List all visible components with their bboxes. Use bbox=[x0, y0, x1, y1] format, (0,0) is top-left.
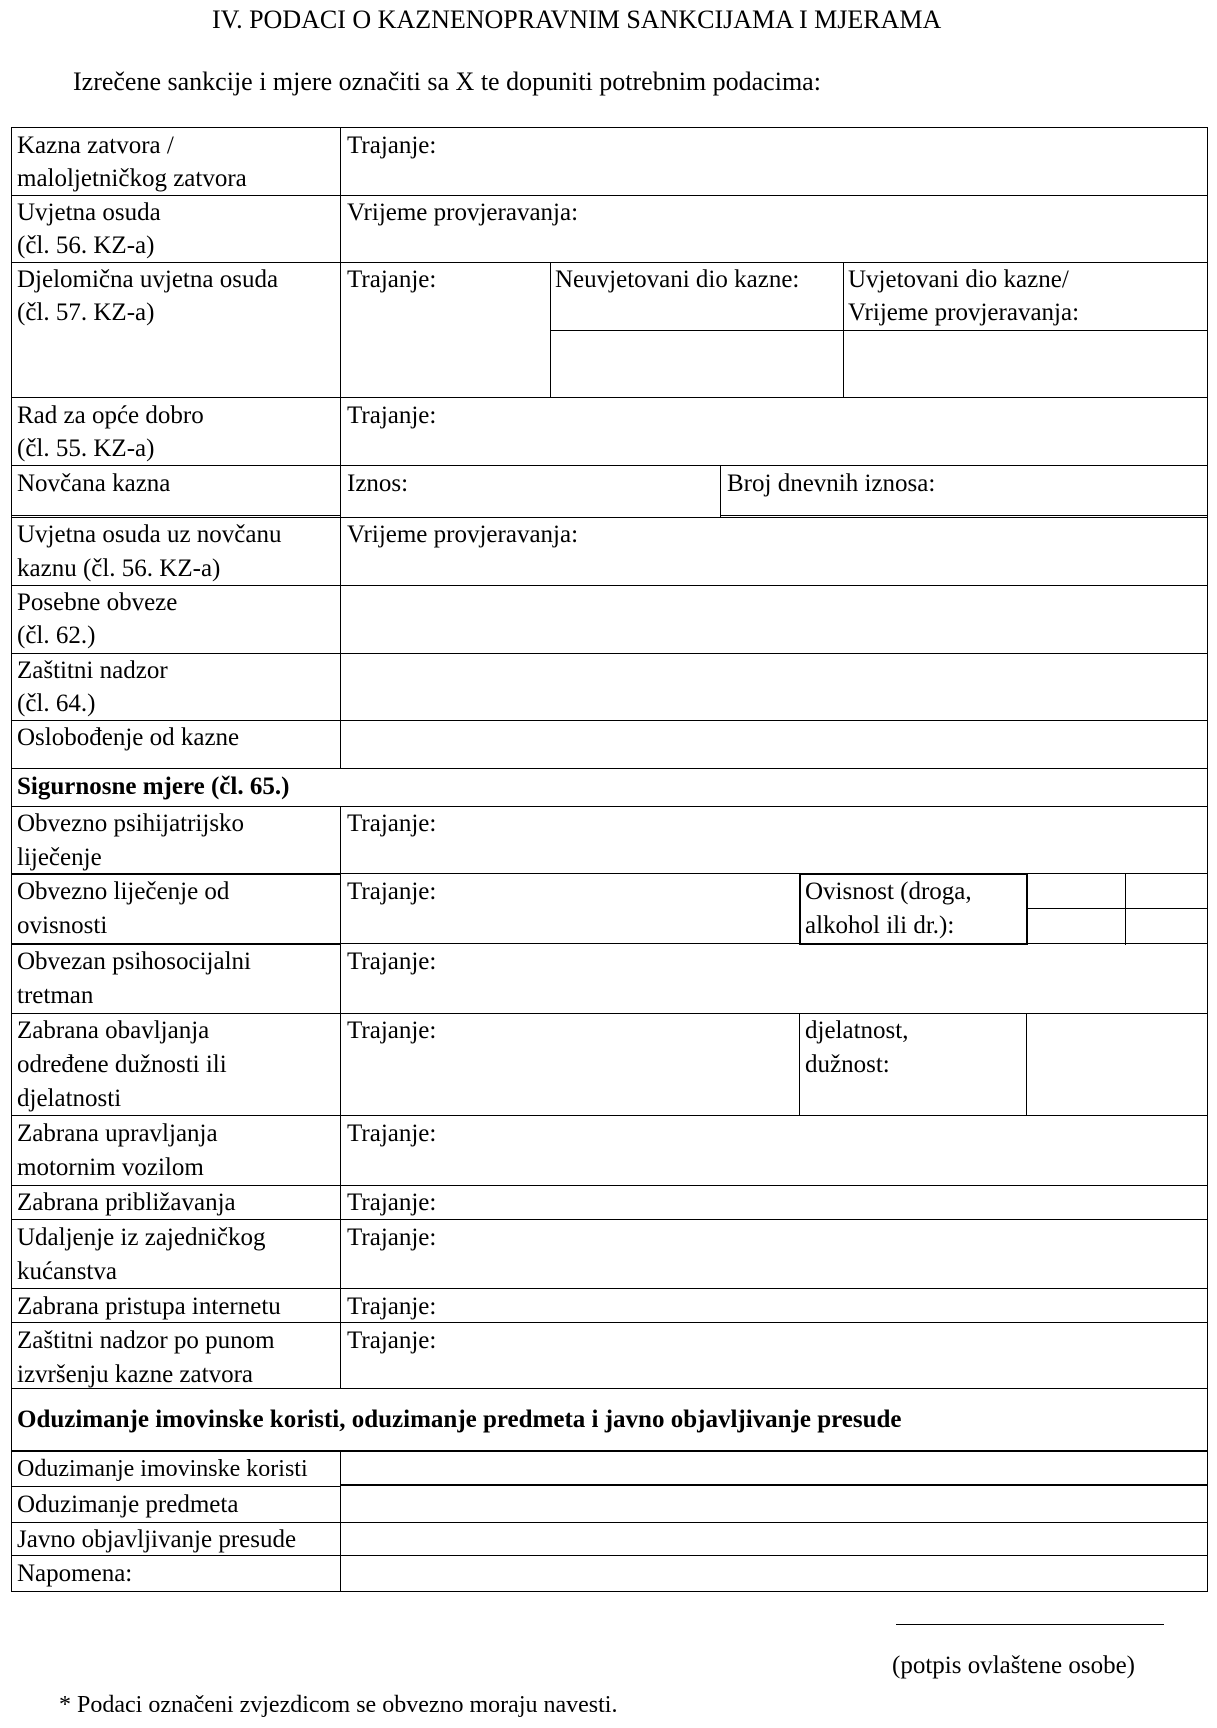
measure-label: Obvezno psihijatrijsko bbox=[17, 810, 245, 837]
sanction-label: Rad za opće dobro bbox=[17, 402, 204, 429]
section-heading: Oduzimanje imovinske koristi, oduzimanje predmeta i javno objavljivanje presude bbox=[17, 1406, 902, 1433]
duration-field[interactable]: Trajanje: bbox=[347, 810, 437, 837]
measure-label: određene dužnosti ili bbox=[17, 1051, 227, 1078]
sanction-label: Oslobođenje od kazne bbox=[17, 724, 240, 751]
sanction-label: Uvjetna osuda bbox=[17, 199, 161, 226]
instruction-text: Izrečene sankcije i mjere označiti sa X te dopuniti potrebnim podacima: bbox=[73, 67, 821, 96]
measure-label: liječenje bbox=[17, 844, 102, 871]
unconditional-part-field[interactable]: Neuvjetovani dio kazne: bbox=[555, 266, 800, 293]
duration-field[interactable]: Trajanje: bbox=[347, 1327, 437, 1354]
sanction-label: (čl. 64.) bbox=[17, 690, 96, 717]
sanction-label: Uvjetna osuda uz novčanu bbox=[17, 521, 282, 548]
activity-duty-field[interactable]: dužnost: bbox=[805, 1051, 890, 1078]
duration-field[interactable]: Trajanje: bbox=[347, 266, 437, 293]
probation-period-field[interactable]: Vrijeme provjeravanja: bbox=[347, 199, 579, 226]
measure-label: Zabrana upravljanja bbox=[17, 1120, 218, 1147]
sanction-label: (čl. 55. KZ-a) bbox=[17, 435, 155, 462]
confiscation-label: Oduzimanje predmeta bbox=[17, 1491, 239, 1518]
measure-label: tretman bbox=[17, 982, 94, 1009]
duration-field[interactable]: Trajanje: bbox=[347, 1224, 437, 1251]
measure-label: Obvezno liječenje od bbox=[17, 878, 230, 905]
sanction-label: Djelomična uvjetna osuda bbox=[17, 266, 279, 293]
note-label: Napomena: bbox=[17, 1560, 133, 1587]
confiscation-value-field[interactable] bbox=[341, 1452, 1207, 1484]
sanction-label: (čl. 62.) bbox=[17, 622, 96, 649]
measure-label: Zaštitni nadzor po punom bbox=[17, 1327, 275, 1354]
addiction-type-field[interactable]: Ovisnost (droga, bbox=[805, 878, 972, 905]
duration-field[interactable]: Trajanje: bbox=[347, 402, 437, 429]
confiscation-label: Oduzimanje imovinske koristi bbox=[17, 1456, 308, 1482]
measure-label: izvršenju kazne zatvora bbox=[17, 1361, 253, 1388]
measure-label: Zabrana približavanja bbox=[17, 1189, 236, 1216]
sanction-label: Posebne obveze bbox=[17, 589, 178, 616]
measure-label: ovisnosti bbox=[17, 912, 108, 939]
duration-field[interactable]: Trajanje: bbox=[347, 1017, 437, 1044]
sanction-label: kaznu (čl. 56. KZ-a) bbox=[17, 555, 221, 582]
sanction-label: maloljetničkog zatvora bbox=[17, 165, 247, 192]
section-heading: Sigurnosne mjere (čl. 65.) bbox=[17, 773, 290, 800]
amount-field[interactable]: Iznos: bbox=[347, 470, 409, 497]
sanction-label: Novčana kazna bbox=[17, 470, 171, 497]
measure-label: motornim vozilom bbox=[17, 1154, 204, 1181]
addiction-type-field[interactable]: alkohol ili dr.): bbox=[805, 912, 955, 939]
measure-label: Udaljenje iz zajedničkog bbox=[17, 1224, 266, 1251]
signature-line[interactable] bbox=[896, 1624, 1164, 1625]
sanction-label: (čl. 56. KZ-a) bbox=[17, 232, 155, 259]
activity-duty-field[interactable]: djelatnost, bbox=[805, 1017, 909, 1044]
confiscation-label: Javno objavljivanje presude bbox=[17, 1526, 297, 1553]
duration-field[interactable]: Trajanje: bbox=[347, 132, 437, 159]
duration-field[interactable]: Trajanje: bbox=[347, 878, 437, 905]
duration-field[interactable]: Trajanje: bbox=[347, 1293, 437, 1320]
sanction-label: Kazna zatvora / bbox=[17, 132, 174, 159]
measure-label: kućanstva bbox=[17, 1258, 117, 1285]
footnote: * Podaci označeni zvjezdicom se obvezno moraju navesti. bbox=[59, 1692, 618, 1718]
duration-field[interactable]: Trajanje: bbox=[347, 1189, 437, 1216]
sanction-label: (čl. 57. KZ-a) bbox=[17, 299, 155, 326]
probation-period-field[interactable]: Vrijeme provjeravanja: bbox=[347, 521, 579, 548]
daily-amounts-field[interactable]: Broj dnevnih iznosa: bbox=[727, 470, 936, 497]
sanction-label: Zaštitni nadzor bbox=[17, 657, 168, 684]
conditional-part-field[interactable]: Uvjetovani dio kazne/ bbox=[848, 266, 1069, 293]
measure-label: Zabrana pristupa internetu bbox=[17, 1293, 281, 1320]
page-title: IV. PODACI O KAZNENOPRAVNIM SANKCIJAMA I MJERAMA bbox=[212, 5, 942, 34]
duration-field[interactable]: Trajanje: bbox=[347, 1120, 437, 1147]
measure-label: Obvezan psihosocijalni bbox=[17, 948, 251, 975]
measure-label: djelatnosti bbox=[17, 1085, 122, 1112]
signature-label: (potpis ovlaštene osobe) bbox=[892, 1652, 1136, 1679]
measure-label: Zabrana obavljanja bbox=[17, 1017, 210, 1044]
conditional-part-field[interactable]: Vrijeme provjeravanja: bbox=[848, 299, 1080, 326]
duration-field[interactable]: Trajanje: bbox=[347, 948, 437, 975]
